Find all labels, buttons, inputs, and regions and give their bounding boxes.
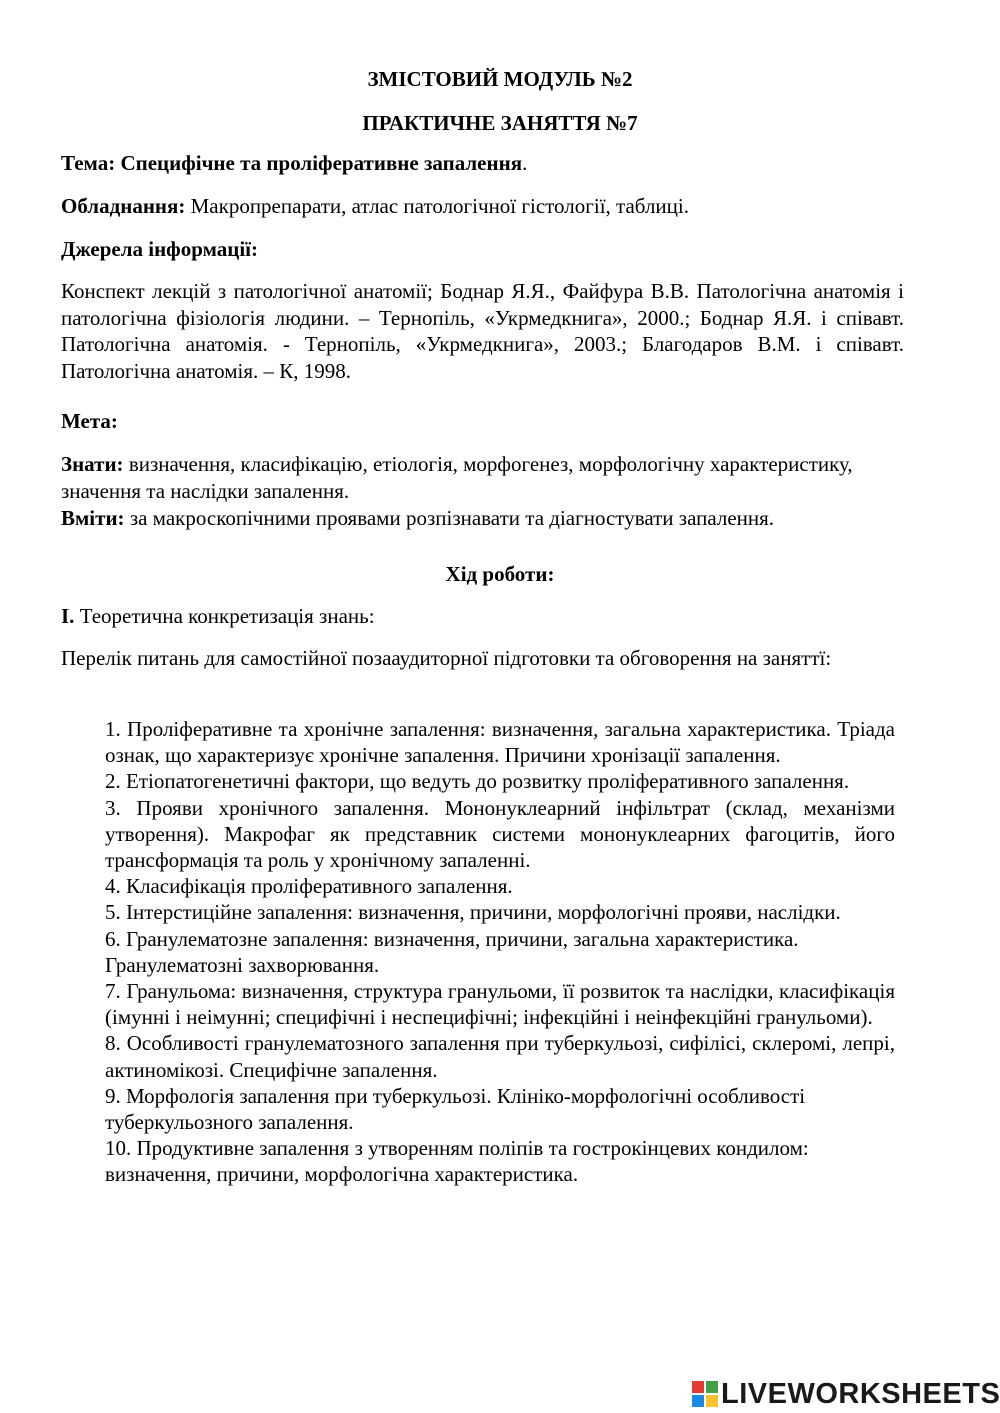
- equipment-label: Обладнання:: [61, 194, 186, 218]
- topic-value: Специфічне та проліферативне запалення: [120, 151, 523, 175]
- logo-text: LIVEWORKSHEETS: [721, 1377, 1000, 1410]
- list-item: 5. Інтерстиційне запалення: визначення, причини, морфологічні прояви, наслідки.: [105, 900, 841, 925]
- section-text: Теоретична конкретизація знань:: [74, 604, 375, 628]
- list-item: 2. Етіопатогенетичні фактори, що ведуть до розвитку проліферативного запалення.: [105, 769, 850, 794]
- list-item: 7. Гранульома: визначення, структура гранульоми, її розвиток та наслідки, класифікація (імунні і неімунні; специфічні і неспецифічні; інфекційні і неінфекційні гранульоми).: [105, 979, 895, 1030]
- logo-square-icon: [692, 1395, 704, 1407]
- know-label: Знати:: [61, 452, 124, 476]
- questions-list: [105, 716, 895, 1188]
- know-text: визначення, класифікацію, етіологія, морфогенез, морфологічну характеристику, значення та наслідки запалення.: [61, 452, 853, 503]
- logo-square-icon: [706, 1395, 718, 1407]
- list-item: 6. Гранулематозне запалення: визначення, причини, загальна характеристика. Гранулематозні захворювання.: [105, 926, 799, 977]
- goal-heading: Мета:: [61, 409, 118, 433]
- liveworksheets-logo: [692, 1377, 1000, 1411]
- list-item: 9. Морфологія запалення при туберкульозі. Клініко-морфологічні особливості туберкульозного запалення.: [105, 1083, 806, 1135]
- skill-line: [61, 505, 774, 531]
- list-item: 10. Продуктивне запалення з утворенням поліпів та гострокінцевих кондилом: визначення, причини, морфологічна характеристика.: [105, 1136, 809, 1187]
- skill-label: Вміти:: [61, 506, 125, 530]
- skill-text: за макроскопічними проявами розпізнавати та діагностувати запалення.: [124, 506, 775, 530]
- list-item: 8. Особливості гранулематозного запалення при туберкульозі, сифілісі, склеромі, лепрі, актиномікозі. Специфічне запалення.: [105, 1031, 895, 1082]
- section-label: I.: [61, 604, 75, 628]
- sources-heading: Джерела інформації:: [61, 237, 258, 261]
- equipment-line: [61, 193, 689, 219]
- liveworksheets-mark-icon: [692, 1381, 718, 1407]
- list-item: 1. Проліферативне та хронічне запалення: визначення, загальна характеристика. Тріада ознак, що характеризує хронічне запалення. Причини хронізації запалення.: [105, 717, 895, 768]
- topic-line: [61, 150, 527, 176]
- lesson-title: ПРАКТИЧНЕ ЗАНЯТТЯ №7: [362, 111, 638, 135]
- sources-text: Конспект лекцій з патологічної анатомії; Боднар Я.Я., Файфура В.В. Патологічна анатомія і патологічна фізіологія людини. – Тернопіль, «Укрмедкнига», 2000.; Боднар Я.Я. і співавт. Патологічна анатомія. - Тернопіль, «Укрмедкнига», 2003.; Благодаров В.М. і співавт. Патологічна анатомія. – К, 1998.: [61, 279, 904, 383]
- questions-intro: Перелік питань для самостійної позааудиторної підготовки та обговорення на заняттї:: [61, 646, 832, 670]
- topic-label: Тема:: [61, 151, 116, 175]
- topic-suffix: .: [522, 151, 528, 175]
- list-item: 4. Класифікація проліферативного запалення.: [105, 874, 513, 899]
- logo-square-icon: [706, 1381, 718, 1393]
- list-item: 3. Прояви хронічного запалення. Мононуклеарний інфільтрат (склад, механізми утворення). Макрофаг як представник системи мононуклеарних фагоцитів, його трансформація та роль у хронічному запаленні.: [105, 795, 895, 873]
- module-title: ЗМІСТОВИЙ МОДУЛЬ №2: [367, 67, 633, 91]
- workflow-heading: Хід роботи:: [445, 562, 555, 586]
- logo-square-icon: [692, 1381, 704, 1393]
- know-paragraph: [61, 451, 904, 504]
- equipment-value: Макропрепарати, атлас патологічної гістології, таблиці.: [185, 194, 689, 218]
- section-line: [61, 603, 375, 629]
